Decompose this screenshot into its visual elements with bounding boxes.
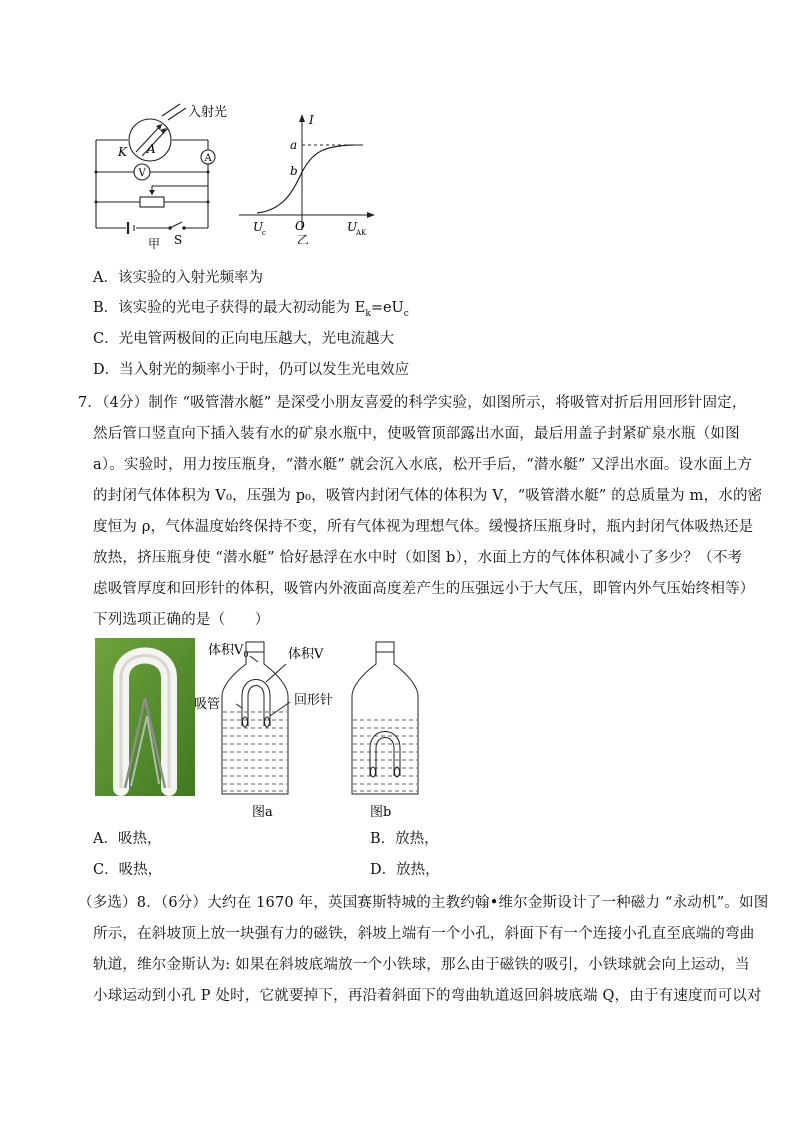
q7-option-a: A．吸热， xyxy=(93,831,162,847)
uc-label: U xyxy=(253,220,264,234)
ek-equals: =eU xyxy=(370,300,404,316)
q7-line-1: 7．（4分）制作 “吸管潜水艇” 是深受小朋友喜爱的科学实验，如图所示，将吸管对折后用回形针固定， xyxy=(78,395,747,411)
q8-line-3: 轨道，维尔金斯认为: 如果在斜坡底端放一个小铁球，那么由于磁铁的吸引，小铁球就会向上运动，当 xyxy=(93,957,750,973)
origin-label: O xyxy=(295,219,305,233)
q7-line-2: 然后管口竖直向下插入装有水的矿泉水瓶中，使吸管顶部露出水面，最后用盖子封紧矿泉水瓶（如图 xyxy=(93,426,740,442)
anode-label: A xyxy=(147,142,156,156)
cathode-label: K xyxy=(118,145,127,159)
q7-line-4: 的封闭气体体积为 V₀，压强为 p₀，吸管内封闭气体的体积为 V，“吸管潜水艇” 的总质量为 m，水的密 xyxy=(93,488,763,504)
vol0-label: 体积$V_0$ xyxy=(208,643,249,659)
vol-label: 体积V xyxy=(288,647,324,662)
q6-option-b xyxy=(93,298,409,324)
figure-b-caption: 图b xyxy=(370,805,392,820)
q6-option-c: C．光电管两极间的正向电压越大，光电流越大 xyxy=(93,331,395,347)
ammeter-icon: A xyxy=(204,153,212,164)
q8-line-2: 所示，在斜坡顶上放一块强有力的磁铁，斜坡上端有一个小孔，斜面下有一个连接小孔直至底端的弯曲 xyxy=(93,926,755,942)
bottle-figure xyxy=(190,636,450,824)
circuit-caption: 甲 xyxy=(148,237,161,250)
current-voltage-graph xyxy=(235,110,380,244)
ek-subscript: k xyxy=(365,308,371,319)
switch-label: S xyxy=(174,233,183,247)
uc-subscript-text: c xyxy=(403,308,409,319)
point-a-label: a xyxy=(290,138,298,152)
graph-caption: 乙 xyxy=(297,233,310,244)
x-axis-label: U xyxy=(347,220,358,234)
q7-option-b: B．放热， xyxy=(370,831,439,847)
photoelectric-circuit-figure xyxy=(90,98,240,250)
rheostat-slider-icon xyxy=(149,190,155,195)
q7-line-5: 度恒为 ρ，气体温度始终保持不变，所有气体视为理想气体。缓慢挤压瓶身时，瓶内封闭气体吸热还是 xyxy=(93,519,754,535)
q7-line-8: 下列选项正确的是（ ） xyxy=(93,612,270,628)
q7-option-d: D．放热， xyxy=(370,862,440,878)
straw-label: 吸管 xyxy=(194,697,221,712)
q7-line-7: 虑吸管厚度和回形针的体积，吸管内外液面高度差产生的压强远小于大气压，即管内外气压始终相等） xyxy=(93,581,755,597)
x-axis-subscript: AK xyxy=(356,229,367,237)
voltmeter-icon: V xyxy=(138,168,146,179)
q6-option-d: D．当入射光的频率小于时，仍可以发生光电效应 xyxy=(93,362,410,378)
figure-a-caption: 图a xyxy=(252,805,273,820)
q7-line-3: a）。实验时，用力按压瓶身，“潜水艇” 就会沉入水底，松开手后，“潜水艇” 又浮出水面。设水面上方 xyxy=(93,457,753,473)
q6-option-a: A．该实验的入射光频率为 xyxy=(93,270,263,286)
uc-subscript: c xyxy=(262,229,266,237)
point-b-label: b xyxy=(290,164,298,178)
y-axis-label: I xyxy=(309,113,314,127)
q8-line-4: 小球运动到小孔 P 处时，它就要掉下，再沿着斜面下的弯曲轨道返回斜坡底端 Q，由于有速度而可以对 xyxy=(93,988,762,1004)
q7-line-6: 放热，挤压瓶身使 “潜水艇” 恰好悬浮在水中时（如图 b），水面上方的气体体积减小了多少？（不考 xyxy=(93,550,743,566)
clip-label: 回形针 xyxy=(294,693,334,708)
straw-submarine-photo xyxy=(95,638,195,796)
incident-light-label: 入射光 xyxy=(188,105,228,120)
q7-option-c: C．吸热， xyxy=(93,862,163,878)
q6-option-b-text: B．该实验的光电子获得的最大初动能为 E xyxy=(93,300,366,316)
q8-line-1: （多选）8．（6分）大约在 1670 年，英国赛斯特城的主教约翰•维尔金斯设计了一种磁力 “永动机”。如图 xyxy=(78,895,769,911)
